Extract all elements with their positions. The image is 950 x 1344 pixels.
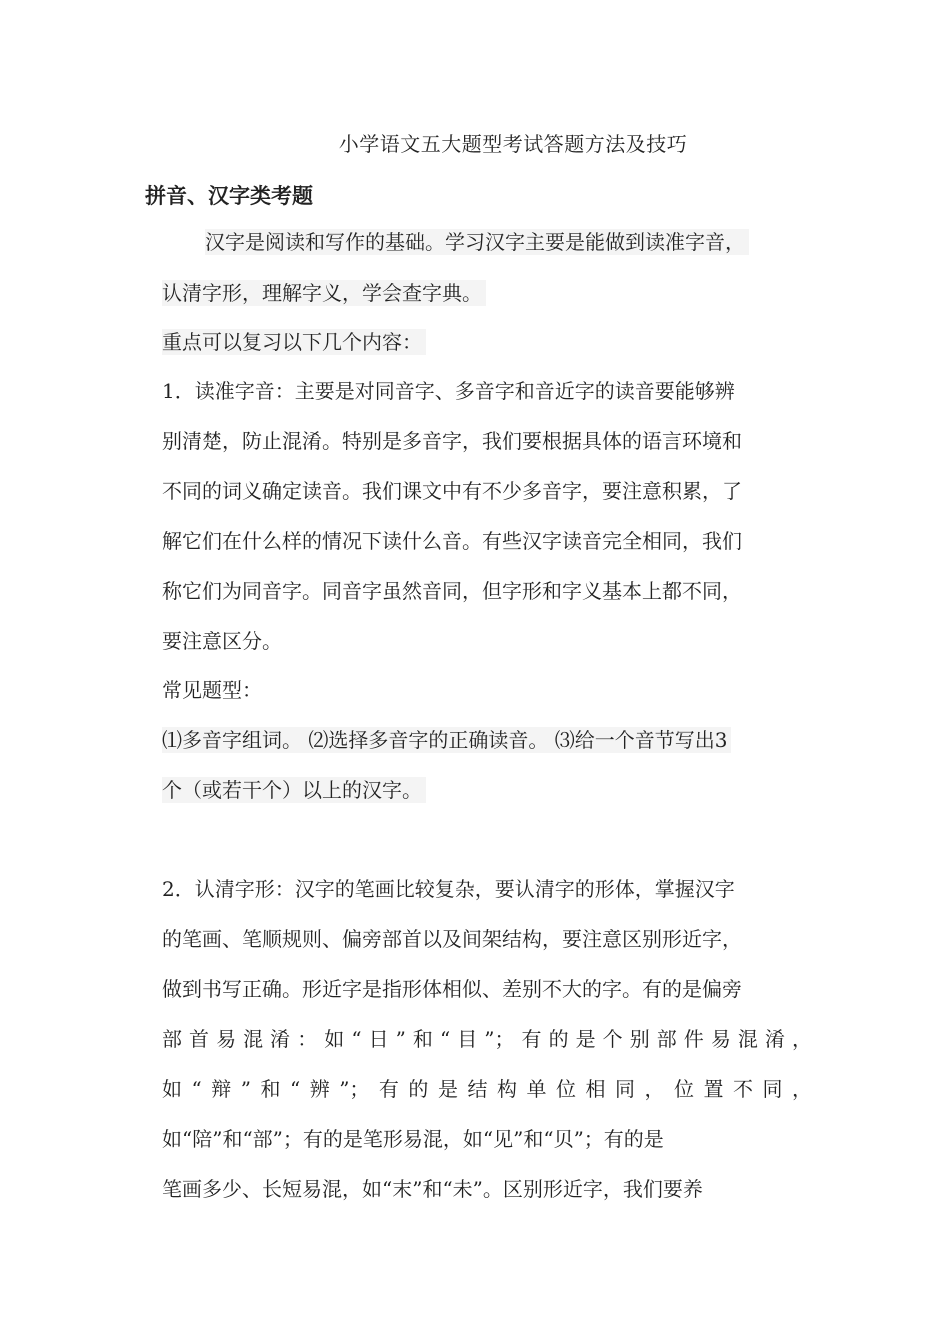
item2-line: 的笔画、笔顺规则、偏旁部首以及间架结构，要注意区别形近字， xyxy=(162,927,742,951)
paragraph-line: 认清字形，理解字义，学会查字典。 xyxy=(162,280,812,306)
item1-line: 1．读准字音：主要是对同音字、多音字和音近字的读音要能够辨 xyxy=(162,379,735,403)
item1-line: 要注意区分。 xyxy=(162,629,282,653)
review-intro: 重点可以复习以下几个内容： xyxy=(162,329,812,355)
item1-line: 解它们在什么样的情况下读什么音。有些汉字读音完全相同，我们 xyxy=(162,529,742,553)
item2-line: 2．认清字形：汉字的笔画比较复杂，要认清字的形体，掌握汉字 xyxy=(162,877,735,901)
item2-line: 如“陪”和“部”；有的是笔形易混，如“见”和“贝”；有的是 xyxy=(162,1127,664,1151)
section-heading: 拼音、汉字类考题 xyxy=(145,184,313,208)
item1-line: 称它们为同音字。同音字虽然音同，但字形和字义基本上都不同， xyxy=(162,579,742,603)
common-types-label: 常见题型： xyxy=(162,678,262,702)
item1-line: 别清楚，防止混淆。特别是多音字，我们要根据具体的语言环境和 xyxy=(162,429,742,453)
paragraph-line: 汉字是阅读和写作的基础。学习汉字主要是能做到读准字音， xyxy=(205,229,812,255)
item2-line: 笔画多少、长短易混，如“末”和“未”。区别形近字，我们要养 xyxy=(162,1177,703,1201)
item1-line: 不同的词义确定读音。我们课文中有不少多音字，要注意积累，了 xyxy=(162,479,742,503)
common-types-line: ⑴多音字组词。 ⑵选择多音字的正确读音。 ⑶给一个音节写出3 xyxy=(162,727,812,753)
item2-line: 如“辩”和“辨”；有的是结构单位相同，位置不同， xyxy=(162,1077,812,1101)
common-types-line: 个（或若干个）以上的汉字。 xyxy=(162,777,812,803)
item2-line: 部首易混淆：如“日”和“目”；有的是个别部件易混淆， xyxy=(162,1027,812,1051)
item2-line: 做到书写正确。形近字是指形体相似、差别不大的字。有的是偏旁 xyxy=(162,977,742,1001)
document-title: 小学语文五大题型考试答题方法及技巧 xyxy=(338,132,688,156)
